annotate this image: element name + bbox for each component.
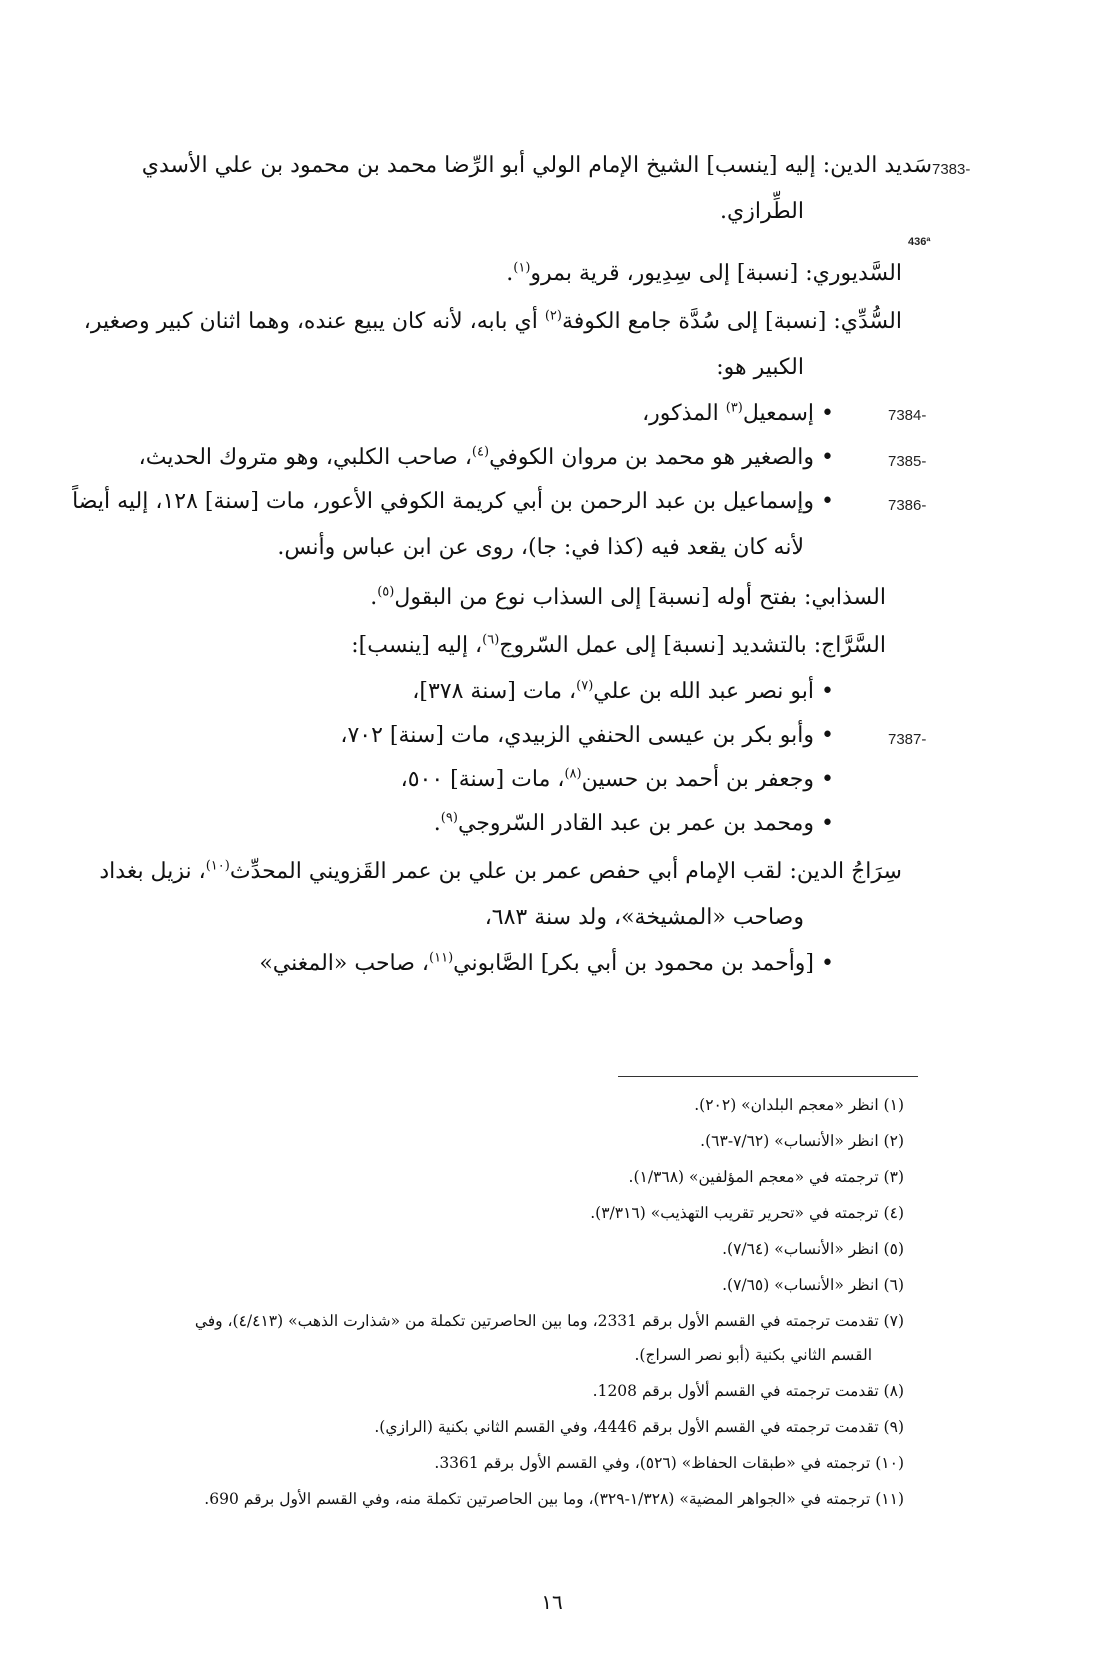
entry-7385-text-a: • والصغير هو محمد بن مروان الكوفي [489, 445, 834, 470]
footnote-7-line1: (٧) تقدمت ترجمته في القسم الأول برقم 2331، وما بين الحاصرتين تكملة من «شذارت الذهب» (٤/٤١٣)، وفي [194, 1312, 904, 1330]
entry-number-7387: 7387- [888, 731, 927, 748]
entry-abu-nasr-text-b: ، مات [سنة ٣٧٨]، [412, 679, 577, 704]
entry-muhammad-text-a: • ومحمد بن عمر بن عبد القادر السّروجي [457, 811, 834, 836]
entry-ahmad-text-b: ، صاحب «المغني» [259, 951, 430, 976]
entry-sarraj-text-b: ، إليه [ينسب]: [351, 633, 483, 658]
entry-sirajuddin-line1 [99, 856, 902, 888]
footnote-ref-4: (٤) [471, 444, 490, 460]
footnote-ref-10: (١٠) [205, 858, 230, 874]
footnote-ref-6: (٦) [482, 632, 500, 648]
entry-abu-nasr [412, 676, 834, 708]
entry-sadhabi-end: . [370, 585, 378, 610]
margin-folio-marker: 436ª [908, 236, 931, 248]
footnote-1: (١) انظر «معجم البلدان» (٢٠٢). [694, 1096, 904, 1114]
footnote-separator [618, 1076, 918, 1077]
entry-7384 [642, 398, 834, 430]
entry-number-7384: 7384- [888, 407, 927, 424]
entry-suddi-text-a: السُّدِّي: [نسبة] إلى سُدَّة جامع الكوفة [561, 309, 902, 334]
entry-7385-text-b: ، صاحب الكلبي، وهو متروك الحديث، [138, 445, 472, 470]
entry-sirajuddin-line2: وصاحب «المشيخة»، ولد سنة ٦٨٣، [484, 905, 804, 930]
footnote-ref-5: (٥) [377, 584, 395, 600]
entry-suddi-line1 [84, 306, 902, 338]
footnote-5: (٥) انظر «الأنساب» (٧/٦٤). [722, 1240, 904, 1258]
footnote-ref-8: (٨) [564, 766, 582, 782]
entry-sirajuddin-text-b: ، نزيل بغداد [99, 859, 206, 884]
entry-suddi-line2: الكبير هو: [716, 355, 804, 380]
entry-sarraj-text-a: السَّرَّاج: بالتشديد [نسبة] إلى عمل السّروج [499, 633, 886, 658]
entry-7383-line2: الطِّرازي. [720, 199, 804, 224]
footnote-8: (٨) تقدمت ترجمته في القسم ألأول برقم 1208. [592, 1382, 904, 1400]
entry-ahmad-text-a: • [وأحمد بن محمود بن أبي بكر] الصَّابوني [453, 951, 834, 976]
footnote-ref-7: (٧) [576, 678, 594, 694]
footnote-3: (٣) ترجمته في «معجم المؤلفين» (١/٣٦٨). [628, 1168, 904, 1186]
entry-7384-text-b: المذكور، [642, 401, 726, 426]
entry-7387: • وأبو بكر بن عيسى الحنفي الزبيدي، مات [سنة] ٧٠٢، [340, 723, 834, 748]
entry-7384-text-a: • إسمعيل [742, 401, 834, 426]
entry-sadiburi [506, 258, 902, 290]
entry-7386-line2: لأنه كان يقعد فيه (كذا في: جا)، روى عن ابن عباس وأنس. [277, 535, 804, 560]
entry-sadiburi-text: السَّديوري: [نسبة] إلى سِدِيور، قرية بمرو [530, 261, 902, 286]
page-number: ١٦ [541, 1590, 563, 1614]
footnote-11: (١١) ترجمته في «الجواهر المضية» (١/٣٢٨-٣٢٩)، وما بين الحاصرتين تكملة منه، وفي القسم الأول برقم 690. [204, 1490, 904, 1508]
entry-sadiburi-end: . [506, 261, 514, 286]
footnote-7-line2: القسم الثاني بكنية (أبو نصر السراج). [634, 1346, 872, 1364]
entry-sadhabi [370, 582, 886, 614]
footnote-2: (٢) انظر «الأنساب» (٧/٦٢-٦٣). [700, 1132, 904, 1150]
footnote-4: (٤) ترجمته في «تحرير تقريب التهذيب» (٣/٣١٦). [590, 1204, 904, 1222]
footnote-10: (١٠) ترجمته في «طبقات الحفاظ» (٥٢٦)، وفي القسم الأول برقم 3361. [434, 1454, 904, 1472]
footnote-ref-3: (٣) [725, 400, 743, 416]
entry-number-7383: 7383- [932, 161, 971, 178]
entry-ahmad [259, 948, 834, 980]
entry-jafar [401, 764, 834, 796]
footnote-ref-11: (١١) [429, 950, 454, 966]
entry-7385 [139, 442, 834, 474]
entry-sarraj [351, 630, 886, 662]
entry-jafar-text-b: ، مات [سنة] ٥٠٠، [400, 767, 565, 792]
entry-muhammad [434, 808, 834, 840]
footnote-ref-9: (٩) [440, 810, 458, 826]
entry-sadhabi-text: السذابي: بفتح أوله [نسبة] إلى السذاب نوع من البقول [394, 585, 886, 610]
entry-suddi-text-b: أي بابه، لأنه كان يبيع عنده، وهما اثنان كبير وصغير، [83, 309, 545, 334]
entry-7383-line1: سَديد الدين: إليه [ينسب] الشيخ الإمام الولي أبو الرِّضا محمد بن محمود بن علي الأسدي [141, 153, 932, 178]
footnote-ref-2: (٢) [544, 308, 562, 324]
footnote-6: (٦) انظر «الأنساب» (٧/٦٥). [722, 1276, 904, 1294]
footnote-ref-1: (١) [513, 260, 531, 276]
entry-jafar-text-a: • وجعفر بن أحمد بن حسين [581, 767, 834, 792]
entry-number-7385: 7385- [888, 453, 927, 470]
entry-muhammad-text-b: . [433, 811, 441, 836]
entry-abu-nasr-text-a: • أبو نصر عبد الله بن علي [593, 679, 834, 704]
footnote-9: (٩) تقدمت ترجمته في القسم الأول برقم 4446، وفي القسم الثاني بكنية (الرازي). [374, 1418, 904, 1436]
entry-number-7386: 7386- [888, 497, 927, 514]
entry-7386-line1: • وإسماعيل بن عبد الرحمن بن أبي كريمة الكوفي الأعور، مات [سنة] ١٢٨، إليه أيضاً [72, 489, 834, 514]
entry-sirajuddin-text-a: سِرَاجُ الدين: لقب الإمام أبي حفص عمر بن علي بن عمر القَزويني المحدِّث [229, 859, 902, 884]
